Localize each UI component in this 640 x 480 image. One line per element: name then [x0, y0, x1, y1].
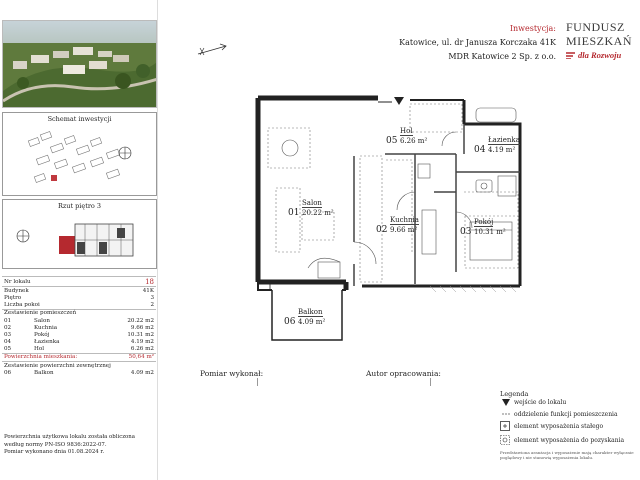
- room-area: 20.22 m2: [127, 317, 154, 324]
- nr-label: Nr lokalu: [4, 278, 31, 285]
- investment-header: [380, 22, 556, 64]
- table-row: [2, 331, 156, 338]
- logo-line3: dla Rozwoju: [578, 50, 622, 60]
- rooms-title: Zestawienie pomieszczeń: [4, 310, 77, 317]
- legend-note: [500, 450, 634, 460]
- room-number: 02: [376, 225, 388, 235]
- room-name: Pokój: [34, 331, 50, 338]
- nr-value: 18: [145, 277, 154, 286]
- total-value: 50,64 m²: [128, 354, 154, 361]
- room-no: 01: [4, 317, 12, 324]
- logo-line2: MIESZKAŃ: [566, 34, 632, 48]
- room-number: 03: [460, 227, 472, 237]
- signature-divider: [430, 378, 431, 386]
- room-name: Salon: [34, 317, 50, 324]
- footnote-line: Powierzchnia użytkowa lokalu została obliczona: [4, 434, 135, 440]
- measure-label: Pomiar wykonał:: [200, 369, 264, 378]
- room-area: 9.66 m2: [130, 324, 154, 331]
- room-name: Balkon: [298, 308, 323, 316]
- room-no: 05: [4, 346, 12, 353]
- pokoje-value: 2: [150, 302, 154, 309]
- room-label-salon: [288, 199, 334, 219]
- room-area: 10.31 m2: [127, 331, 154, 338]
- room-area: 10.31 m²: [474, 228, 506, 236]
- room-label-lazienka: [474, 136, 520, 156]
- total-label: Powierzchnia mieszkania:: [4, 354, 78, 361]
- table-row: [2, 324, 156, 331]
- pietro-label: Piętro: [4, 294, 22, 301]
- room-area: 4.19 m²: [488, 146, 516, 154]
- legend-fixed: element wyposażenia stałego: [514, 422, 604, 430]
- budynek-value: 41K: [142, 287, 154, 294]
- investment-address: Katowice, ul. dr Janusza Korczaka 41K: [399, 38, 556, 47]
- left-panel: [0, 0, 158, 480]
- room-label-kuchnia: [376, 216, 419, 236]
- room-label-pokoj: [460, 218, 506, 238]
- room-area: 4.09 m2: [130, 369, 154, 376]
- fixed-equipment-icon: [500, 421, 510, 431]
- room-name: Pokój: [474, 218, 494, 226]
- room-number: 06: [284, 317, 296, 327]
- room-area: 20.22 m²: [302, 209, 334, 217]
- room-number: 05: [386, 136, 398, 146]
- room-area: 6.26 m2: [130, 346, 154, 353]
- pokoje-label: Liczba pokoi: [4, 302, 40, 309]
- legend-separation: oddzielenie funkcji pomieszczenia: [514, 410, 618, 418]
- purchase-equipment-icon: [500, 435, 510, 445]
- room-name: Salon: [302, 199, 322, 207]
- entrance-icon: [394, 96, 404, 106]
- room-name: Kuchnia: [390, 216, 419, 224]
- room-name: Łazienka: [488, 136, 520, 144]
- room-area: 4.09 m²: [298, 318, 326, 326]
- rooms-table: [2, 317, 156, 353]
- legend-note-line: Przedstawiona aranżacja i wyposażenie mają charakter wyłącznie: [500, 450, 634, 455]
- signature-divider: [257, 378, 258, 386]
- room-number: 04: [474, 145, 486, 155]
- room-no: 02: [4, 324, 12, 331]
- investment-schema: [2, 112, 157, 196]
- entrance-legend-icon: [502, 399, 510, 406]
- separation-legend-icon: [502, 410, 510, 418]
- footnote-line: Pomiar wykonano dnia 01.08.2024 r.: [4, 449, 105, 455]
- room-name: Balkon: [34, 369, 54, 376]
- room-no: 03: [4, 331, 12, 338]
- site-plan-icon: [21, 125, 141, 193]
- room-label-balkon: [284, 308, 326, 328]
- floor-key: [2, 199, 157, 269]
- legend-entrance: wejście do lokalu: [514, 399, 567, 406]
- investment-company: MDR Katowice 2 Sp. z o.o.: [448, 52, 556, 61]
- logo-mark-icon: [566, 51, 576, 59]
- room-name: Hol: [34, 346, 45, 353]
- room-area: 9.66 m²: [390, 226, 418, 234]
- table-row: [2, 339, 156, 346]
- floor-plan-thumbnail-icon: [13, 214, 153, 266]
- room-name: Kuchnia: [34, 324, 58, 331]
- table-row: [2, 317, 156, 324]
- legend-note-line: poglądowy i nie stanowią wyposażenia lokalu.: [500, 455, 594, 460]
- room-label-hol: [386, 127, 428, 147]
- author-label: Autor opracowania:: [366, 369, 441, 378]
- exterior-title: Zestawienie powierzchni zewnętrznej: [4, 362, 111, 369]
- room-no: 04: [4, 339, 12, 346]
- footnote-line: według normy PN-ISO 9836:2022-07.: [4, 441, 107, 448]
- table-row: [2, 369, 156, 376]
- investment-label: Inwestycja:: [509, 24, 556, 33]
- room-name: Łazienka: [34, 339, 60, 346]
- exterior-table: [2, 369, 156, 376]
- flat-info: [2, 276, 156, 376]
- room-number: 01: [288, 208, 300, 218]
- floor-title: Rzut piętro 3: [57, 202, 102, 210]
- legend-purchase: element wyposażenia do pozyskania: [514, 436, 625, 444]
- north-arrow-icon: [196, 40, 230, 60]
- schema-title: Schemat inwestycji: [47, 115, 112, 123]
- footnote: [4, 434, 135, 457]
- pietro-value: 3: [150, 294, 154, 301]
- legend-title: Legenda: [500, 390, 529, 398]
- room-name: Hol: [400, 127, 413, 135]
- room-area: 6.26 m²: [400, 137, 428, 145]
- legend: [498, 390, 638, 478]
- room-no: 06: [4, 369, 12, 376]
- aerial-photo: [2, 20, 157, 108]
- room-area: 4.19 m2: [130, 339, 154, 346]
- table-row: [2, 346, 156, 353]
- company-logo: [566, 20, 638, 60]
- logo-line1: FUNDUSZ: [566, 20, 625, 34]
- budynek-label: Budynek: [4, 287, 29, 294]
